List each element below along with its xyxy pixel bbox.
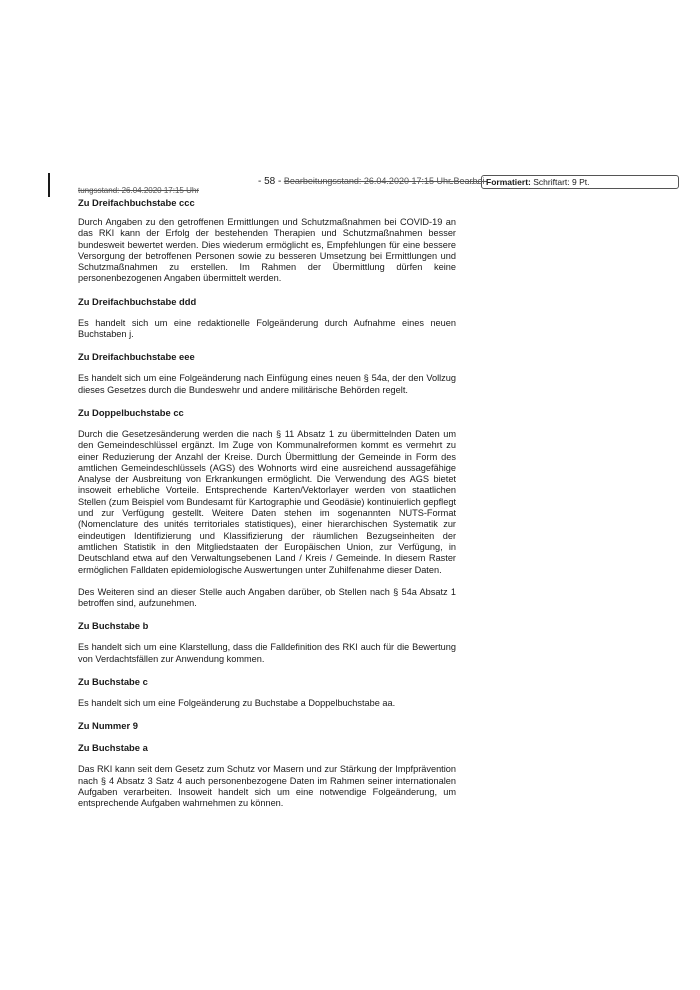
section-heading: Zu Dreifachbuchstabe eee: [78, 351, 195, 363]
paragraph: Durch Angaben zu den getroffenen Ermittlungen und Schutzmaßnahmen bei COVID-19 an das RKI kann der Erfolg der bestehenden Therapien und Schutzmaßnahmen besser bundesweit bewertet werden. Dies wiederum ermöglicht es, Empfehlungen für eine bessere Versorgung der betroffenen Personen sowie zu besseren Umsetzung bei Ermittlungen und Schutzmaßnahmen zu erstellen. Im Rahmen der Übermittlung dürfen keine personenbezogenen Angaben übermittelt werden.: [78, 217, 456, 284]
comment-label: Formatiert:: [486, 177, 531, 187]
paragraph: Es handelt sich um eine redaktionelle Folgeänderung durch Aufnahme eines neuen Buchstaben j.: [78, 317, 456, 340]
page-header: [258, 176, 488, 187]
section-heading: Zu Buchstabe c: [78, 676, 148, 688]
paragraph: Es handelt sich um eine Folgeänderung zu Buchstabe a Doppelbuchstabe aa.: [78, 698, 396, 709]
format-comment-box[interactable]: [481, 175, 679, 189]
section-heading: Zu Buchstabe a: [78, 742, 148, 754]
section-heading: Zu Dreifachbuchstabe ddd: [78, 295, 197, 307]
section-heading: Zu Buchstabe b: [78, 620, 149, 632]
section-heading: Zu Nummer 9: [78, 720, 138, 732]
paragraph: Es handelt sich um eine Folgeänderung nach Einfügung eines neuen § 54a, der den Vollzug dieses Gesetzes durch die Bundeswehr und andere militärische Behörden regelt.: [78, 373, 456, 395]
change-bar: [48, 173, 50, 197]
section-heading: Zu Doppelbuchstabe cc: [78, 406, 184, 418]
comment-value: Schriftart: 9 Pt.: [533, 177, 590, 187]
document-body: [78, 197, 456, 821]
section-heading: Zu Dreifachbuchstabe ccc: [78, 197, 195, 208]
paragraph: Es handelt sich um eine Klarstellung, dass die Falldefinition des RKI auch für die Bewertung von Verdachtsfällen zur Anwendung kommen.: [78, 642, 456, 664]
deleted-header-continuation: tungsstand: 26.04.2020 17:15 Uhr: [78, 186, 199, 195]
paragraph: Des Weiteren sind an dieser Stelle auch Angaben darüber, ob Stellen nach § 54a Absatz 1 betroffen sind, aufzunehmen.: [78, 586, 456, 609]
comment-leader-line: [450, 183, 480, 184]
page-number: - 58 -: [258, 176, 282, 187]
paragraph: Durch die Gesetzesänderung werden die nach § 11 Absatz 1 zu übermittelnden Daten um den Gemeindeschlüssel ergänzt. Im Zuge von Kommunalreformen kommt es vermehrt zu einer Reduzierung der Anzahl der Kreise. Durch Übermittlung der Gemeinde in Form des amtlichen Gemeindeschlüssels (AGS) des Wohnorts wird eine ausreichend aussagefähige Analyse der Ausbreitung von Erkrankungen ermöglicht. Die Verwendung des AGS bietet insoweit erhebliche Vorteile. Entsprechende Karten/Vektorlayer werden von staatlichen Stellen (zum Beispiel vom Bundesamt für Kartographie und Geodäsie) kontinuierlich gepflegt und zur Verfügung gestellt. Weitere Daten stehen im sogenannten NUTS-Format (Nomenclature des unités territoriales statistiques), einer hierarchischen Systematik zur eindeutigen Identifizierung und Klassifizierung der räumlichen Bezugseinheiten der amtlichen Statistik in den Mitgliedstaaten der Europäischen Union, zur Verfügung, in Deutschland etwa auf den Verwaltungsebenen Land / Kreis / Gemeinde. In diesem Raster ermöglichen Falldaten epidemiologische Auswertungen unter Zuhilfenahme dieser Daten.: [78, 428, 456, 575]
deleted-header-text: Bearbeitungsstand: 26.04.2020 17:15 Uhr Bearbei-: [283, 176, 488, 186]
paragraph: Das RKI kann seit dem Gesetz zum Schutz vor Masern und zur Stärkung der Impfprävention nach § 4 Absatz 3 Satz 4 auch personenbezogene Daten im Rahmen seiner internationalen Aufgaben verarbeiten. Insoweit handelt sich um eine notwendige Folgeänderung, um entsprechende Aufgaben wahrnehmen zu können.: [78, 764, 456, 809]
